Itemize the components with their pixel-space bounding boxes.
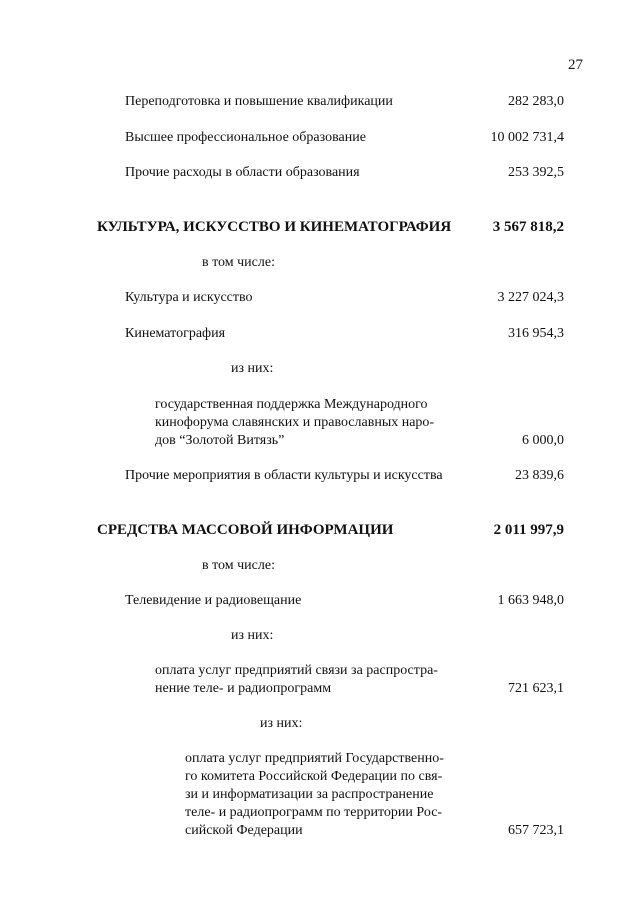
- section-amount: 2 011 997,9: [493, 522, 564, 538]
- section-title: КУЛЬТУРА, ИСКУССТВО И КИНЕМАТОГРАФИЯ: [97, 219, 452, 235]
- row-label: Телевидение и радиовещание: [125, 593, 302, 608]
- including-label: в том числе:: [202, 558, 275, 573]
- row-label-line: нение теле- и радиопрограмм: [155, 681, 332, 696]
- row-label-line: государственная поддержка Международного: [155, 397, 428, 412]
- row-amount: 6 000,0: [522, 433, 564, 448]
- of-which-label: из них:: [260, 716, 303, 731]
- row-amount: 23 839,6: [515, 468, 564, 483]
- row-amount: 3 227 024,3: [497, 290, 564, 305]
- page-number: 27: [568, 57, 583, 73]
- row-label: Культура и искусство: [125, 290, 253, 305]
- row-label-line: кинофорума славянских и православных наро-: [155, 415, 435, 430]
- row-amount: 10 002 731,4: [490, 130, 564, 145]
- section-amount: 3 567 818,2: [492, 219, 564, 235]
- of-which-label: из них:: [231, 361, 274, 376]
- row-label-line: го комитета Российской Федерации по свя-: [185, 769, 443, 784]
- row-label-line: оплата услуг предприятий связи за распростра-: [155, 663, 438, 678]
- row-amount: 253 392,5: [508, 165, 564, 180]
- row-label-line: дов “Золотой Витязь”: [155, 433, 285, 448]
- row-label: Кинематография: [125, 326, 226, 341]
- row-label: Высшее профессиональное образование: [125, 130, 366, 145]
- row-label: Прочие мероприятия в области культуры и искусства: [125, 468, 443, 483]
- row-amount: 1 663 948,0: [497, 593, 564, 608]
- row-amount: 282 283,0: [508, 94, 564, 109]
- row-amount: 316 954,3: [508, 326, 564, 341]
- row-amount: 721 623,1: [508, 681, 564, 696]
- including-label: в том числе:: [202, 255, 275, 270]
- row-label: Переподготовка и повышение квалификации: [125, 94, 393, 109]
- row-label: Прочие расходы в области образования: [125, 165, 360, 180]
- row-label-line: зи и информатизации за распространение: [185, 787, 434, 802]
- row-amount: 657 723,1: [508, 823, 564, 838]
- row-label-line: оплата услуг предприятий Государственно-: [185, 751, 444, 766]
- section-title: СРЕДСТВА МАССОВОЙ ИНФОРМАЦИИ: [97, 522, 394, 538]
- row-label-line: сийской Федерации: [185, 823, 303, 838]
- row-label-line: теле- и радиопрограмм по территории Рос-: [185, 805, 443, 820]
- of-which-label: из них:: [231, 628, 274, 643]
